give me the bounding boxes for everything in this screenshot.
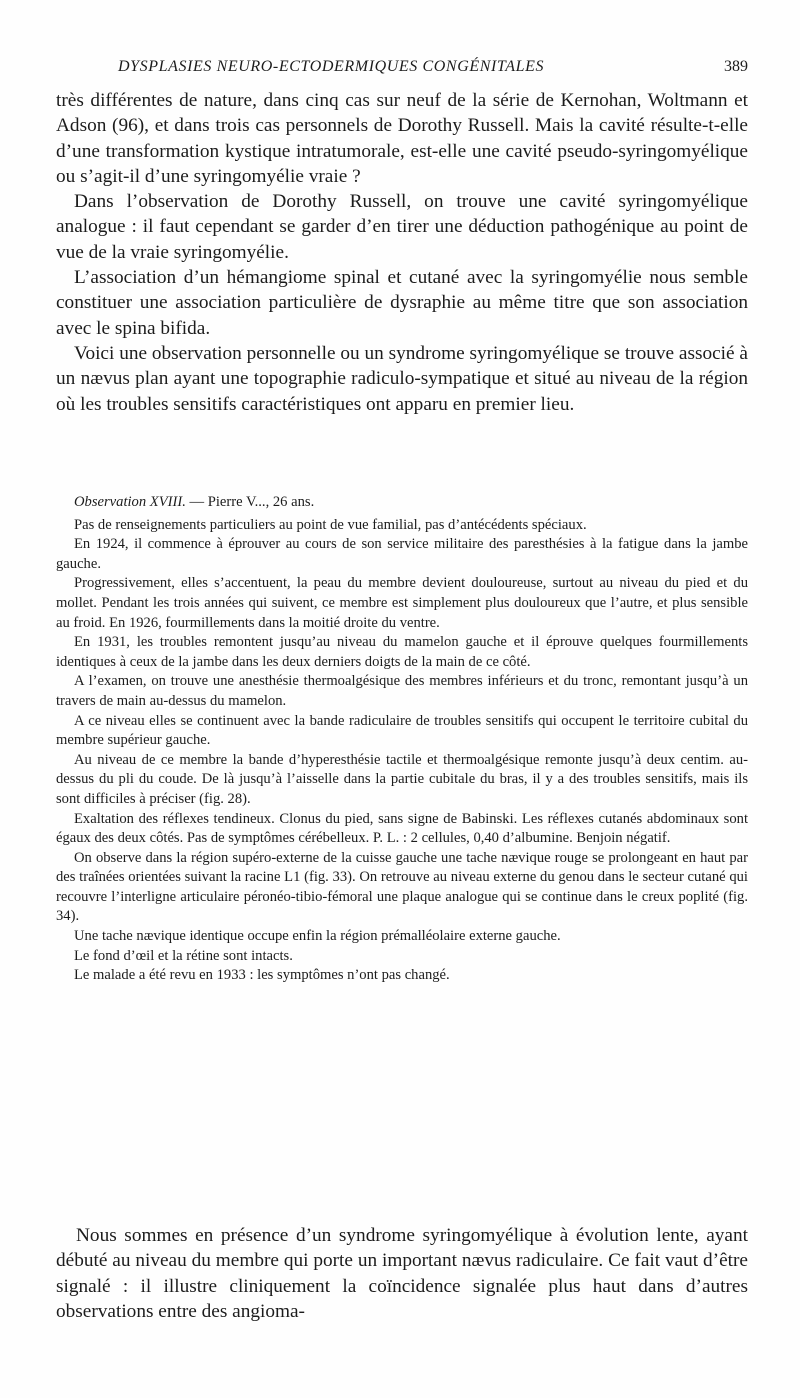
observation-paragraph: Exaltation des réflexes tendineux. Clonus du pied, sans signe de Babinski. Les réflexes cutanés abdominaux sont égaux des deux côtés. Pas de symptômes cérébelleux. P. L. : 2 cellules, 0,40 d’albumine. Benjoin négatif. (56, 810, 748, 847)
observation-paragraph: En 1931, les troubles remontent jusqu’au niveau du mamelon gauche et il éprouve quelques fourmillements identiques à ceux de la jambe dans les deux derniers doigts de la main de ce côté. (56, 634, 748, 670)
observation-paragraph: Au niveau de ce membre la bande d’hyperesthésie tactile et thermoalgésique remonte jusqu’à deux centim. au-dessus du pli du coude. De là jusqu’à l’aisselle dans la partie cubitale du bras, il y a des troubles sensitifs, mais ils sont difficiles à préciser (fig. 28). (56, 751, 748, 807)
running-title: DYSPLASIES NEURO-ECTODERMIQUES CONGÉNITALES (118, 58, 545, 75)
paragraph-personal-observation: Voici une observation personnelle ou un syndrome syringomyélique se trouve associé à un nævus plan ayant une topographie radiculo-sympatique et situé au niveau de la région où les troubles sensitifs caractéristiques ont apparu en premier lieu. (56, 342, 748, 415)
observation-label: Observation XVIII. (74, 494, 186, 510)
page-number: 389 (724, 58, 748, 75)
paragraph-association: L’association d’un hémangiome spinal et cutané avec la syringomyélie nous semble constituer une association particulière de dysraphie au même titre que son association avec le spina bifida. (56, 267, 748, 339)
running-head (56, 58, 748, 82)
observation-paragraph: Le malade a été revu en 1933 : les symptômes n’ont pas changé. (74, 967, 450, 984)
observation-paragraph: A l’examen, on trouve une anesthésie thermoalgésique des membres inférieurs et du tronc, remontant jusqu’à un travers de main au-dessus du mamelon. (56, 673, 748, 709)
paragraph-conclusion: Nous sommes en présence d’un syndrome syringomyélique à évolution lente, ayant débuté au niveau du membre qui porte un important nævus radiculaire. Ce fait vaut d’être signalé : il illustre cliniquement la coïncidence signalée plus haut dans d’autres observations entre des angioma- (56, 1225, 748, 1323)
main-text (56, 88, 748, 417)
observation-paragraph: A ce niveau elles se continuent avec la bande radiculaire de troubles sensitifs qui occupent le territoire cubital du membre supérieur gauche. (56, 712, 748, 749)
observation-paragraph: Le fond d’œil et la rétine sont intacts. (74, 947, 293, 964)
observation-heading (56, 493, 748, 513)
observation-paragraph: En 1924, il commence à éprouver au cours de son service militaire des paresthésies à la fatigue dans la jambe gauche. (56, 536, 748, 572)
observation-paragraph: Pas de renseignements particuliers au point de vue familial, pas d’antécédents spéciaux. (74, 516, 587, 533)
observation-paragraph: Une tache nævique identique occupe enfin la région prémalléolaire externe gauche. (74, 928, 561, 945)
observation-paragraph: On observe dans la région supéro-externe de la cuisse gauche une tache nævique rouge se prolongeant en haut par des traînées orientées suivant la racine L1 (fig. 33). On retrouve au niveau externe du genou dans le secteur cutané qui recouvre l’interligne articulaire péronéo-tibio-fémoral une plaque analogue qui se continue dans le creux poplité (fig. 34). (56, 849, 748, 925)
conclusion-text (56, 1223, 748, 1325)
observation-paragraph: Progressivement, elles s’accentuent, la peau du membre devient douloureuse, surtout au niveau du pied et du mollet. Pendant les trois années qui suivent, ce membre est simplement plus douloureux que l’autre, et plus sensible au froid. En 1926, fourmillements dans la moitié droite du ventre. (56, 575, 748, 631)
paragraph-russell-observation: Dans l’observation de Dorothy Russell, on trouve une cavité syringomyélique analogue : il faut cependant se garder d’en tirer une déduction pathogénique au point de vue de la vraie syringomyélie. (56, 191, 748, 263)
observation-case-report (56, 493, 748, 986)
paragraph-continuation: très différentes de nature, dans cinq cas sur neuf de la série de Kernohan, Woltmann et Adson (96), et dans trois cas personnels de Dorothy Russell. Mais la cavité résulte-t-elle d’une transformation kystique intratumorale, est-elle une cavité pseudo-syringomyélique ou s’agit-il d’une syringomyélie vraie ? (56, 90, 748, 187)
observation-patient: — Pierre V..., 26 ans. (185, 494, 315, 510)
